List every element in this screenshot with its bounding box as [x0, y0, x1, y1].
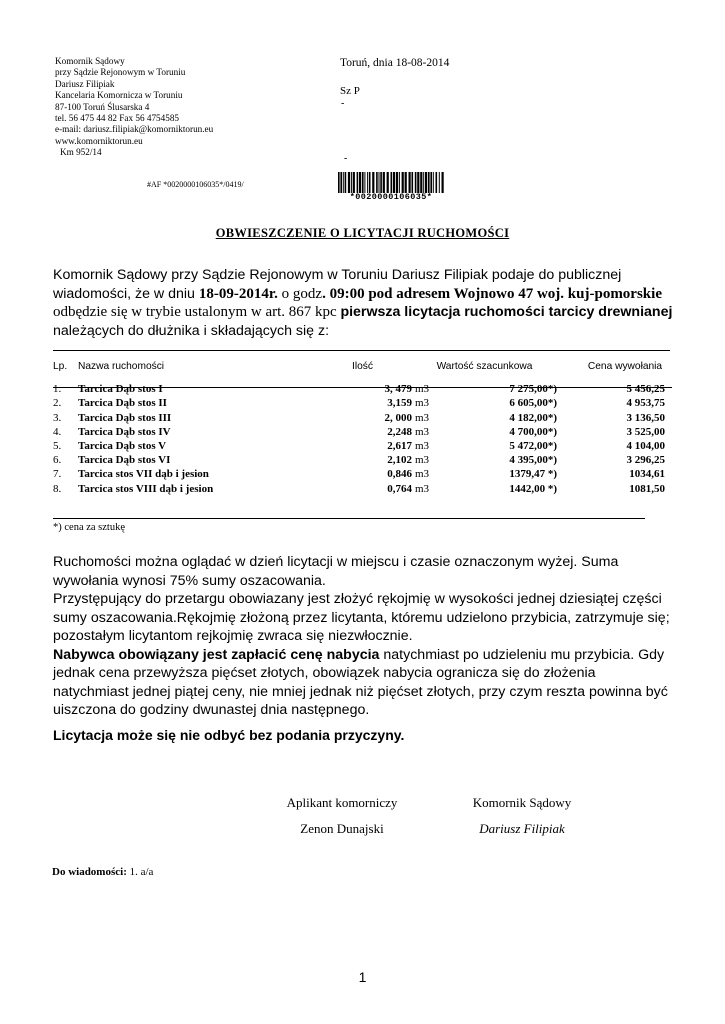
barcode-bar: [379, 172, 380, 194]
table-row: [53, 453, 693, 467]
signature-left-name: Zenon Dunajski: [300, 821, 384, 836]
barcode-bar: [423, 172, 424, 194]
barcode-bar: [439, 172, 440, 194]
signature-right-title: Komornik Sądowy: [472, 795, 572, 810]
header-lp: Lp.: [53, 361, 68, 372]
barcode-bar: [412, 172, 414, 194]
row-lp: 8.: [53, 482, 62, 495]
row-lp: 1.: [53, 383, 62, 396]
barcode-bar: [417, 172, 419, 194]
sender-line: Komornik Sądowy: [55, 56, 125, 66]
table-row: [53, 411, 693, 425]
row-unit: m3: [415, 468, 430, 481]
row-price: 3 525,00: [626, 425, 665, 438]
row-name: Tarcica Dąb stos II: [78, 397, 167, 410]
row-unit: m3: [415, 482, 430, 495]
row-value: 4 395,00*): [509, 454, 557, 467]
row-lp: 5.: [53, 440, 62, 453]
barcode-bar: [338, 172, 340, 194]
recipient-placeholder: -: [341, 98, 345, 109]
row-name: Tarcica Dąb stos III: [78, 411, 172, 424]
row-qty: 2,248: [387, 425, 412, 438]
signature-right-name: Dariusz Filipiak: [479, 821, 565, 836]
table-row: [53, 467, 693, 481]
header-value: Wartość szacunkowa: [436, 361, 533, 372]
row-value: 7 275,00*): [509, 383, 557, 396]
barcode-bar: [348, 172, 350, 194]
row-name: Tarcica Dąb stos I: [78, 383, 163, 396]
terms-paragraph: Przystępujący do przetargu obowiazany jest złożyć rękojmię w wysokości jednej dziesiątej części sumy oszacowania.Rękojmię złożoną przez licytanta, któremu udzielono przybicia, zatrzymuje się; pozostałym licytantom rejkojmię zwraca się niezwłocznie.: [53, 591, 670, 644]
row-qty: 3,159: [387, 397, 412, 410]
barcode-bar: [353, 172, 355, 194]
barcode-bar: [387, 172, 389, 194]
terms-paragraph: Ruchomości można oglądać w dzień licytacji w miejscu i czasie oznaczonym wyżej. Suma wywołania wynosi 75% sumy oszacowania.: [53, 554, 619, 589]
recipient-salutation: Sz P: [340, 85, 360, 97]
barcode-bar: [405, 172, 407, 194]
table-header-row: [53, 360, 693, 374]
barcode-bar: [376, 172, 378, 194]
row-unit: m3: [415, 425, 430, 438]
row-value: 6 605,00*): [509, 397, 557, 410]
row-qty: 0,764: [387, 482, 412, 495]
barcode-bar: [425, 172, 427, 194]
header-name: Nazwa ruchomości: [78, 361, 165, 372]
barcode-bar: [396, 172, 398, 194]
header-price: Cena wywołania: [587, 361, 663, 372]
terms-paragraph: [53, 646, 675, 720]
table-row: [53, 396, 693, 410]
row-value: 4 700,00*): [509, 425, 557, 438]
row-unit: m3: [415, 411, 430, 424]
signature-left-title: Aplikant komorniczy: [286, 795, 398, 810]
distribution-list: [52, 866, 153, 878]
row-price: 3 136,50: [626, 411, 665, 424]
row-qty: 2, 000: [384, 411, 412, 424]
barcode-bar: [345, 172, 347, 194]
auction-date: 18-09-2014r.: [198, 285, 278, 302]
row-name: Tarcica Dąb stos V: [78, 440, 167, 453]
barcode-bar: [391, 172, 393, 194]
row-price: 4 104,00: [626, 440, 665, 453]
barcode-bar: [393, 172, 395, 194]
intro-text: należących do dłużnika i składających się z:: [53, 322, 330, 339]
table-row: [53, 482, 693, 496]
terms-text: natychmiast po udzieleniu mu przybicia. Gdy jednak cena przewyższa pięćset złotych, obowiązek nabycia ogranicza się do złożenia natychmiast jednej piątej ceny, nie mniej jednak niż pięćset złotych, przy czym reszta powinna być uiszczona do godziny dwunastej dnia następnego.: [53, 646, 668, 718]
row-qty: 0,846: [387, 468, 412, 481]
row-unit: m3: [415, 440, 430, 453]
table-row: [53, 382, 693, 396]
auction-type: pierwsza licytacja ruchomości tarcicy drewnianej: [340, 304, 673, 320]
intro-text: odbędzie się w trybie ustalonym w art. 867 kpc: [53, 304, 341, 320]
row-value: 4 182,00*): [509, 411, 557, 424]
barcode-bar: [436, 172, 438, 194]
row-lp: 2.: [53, 397, 62, 410]
row-value: 1442,00 *): [509, 482, 557, 495]
barcode-bar: [402, 172, 404, 194]
page-number: 1: [358, 969, 367, 985]
divider: [53, 350, 670, 351]
sender-line: Dariusz Filipiak: [55, 78, 115, 89]
row-unit: m3: [415, 397, 430, 410]
distribution-label: Do wiadomości:: [52, 866, 127, 878]
barcode-bar: [362, 172, 364, 194]
table-row: [53, 439, 693, 453]
row-qty: 2,102: [387, 454, 412, 467]
barcode-bar: [420, 172, 422, 194]
row-qty: 3, 479: [384, 383, 412, 396]
barcode-bar: [351, 172, 352, 194]
barcode-bar: [357, 172, 359, 194]
sender-line: 87-100 Toruń Ślusarska 4: [55, 101, 150, 112]
intro-paragraph: [53, 266, 673, 340]
barcode-bar: [383, 172, 385, 194]
row-name: Tarcica stos VII dąb i jesion: [78, 468, 209, 481]
items-table: [53, 360, 693, 496]
barcode-bar: [343, 172, 344, 194]
intro-text: o godz: [277, 285, 323, 302]
row-name: Tarcica stos VIII dąb i jesion: [78, 482, 214, 495]
document-title: OBWIESZCZENIE O LICYTACJI RUCHOMOŚCI: [215, 226, 510, 240]
sender-line: Kancelaria Komornicza w Toruniu: [55, 90, 183, 101]
barcode-bar: [399, 172, 400, 194]
table-row: [53, 425, 693, 439]
row-unit: m3: [415, 383, 430, 396]
distribution-value: 1. a/a: [126, 866, 154, 878]
barcode-bar: [409, 172, 411, 194]
row-lp: 6.: [53, 454, 62, 467]
row-name: Tarcica Dąb stos VI: [78, 454, 171, 467]
sender-block: [55, 56, 213, 159]
final-notice: Licytacja może się nie odbyć bez podania przyczyny.: [53, 727, 405, 743]
row-unit: m3: [415, 454, 430, 467]
terms-section: [53, 553, 675, 720]
row-value: 1379,47 *): [509, 468, 557, 481]
sender-line: www.komorniktorun.eu: [55, 135, 143, 146]
sender-line: e-mail: dariusz.filipiak@komorniktorun.eu: [55, 124, 214, 135]
row-price: 4 953,75: [626, 397, 665, 410]
barcode-bar: [340, 172, 342, 194]
header-qty: Ilość: [352, 361, 373, 372]
barcode-bar: [359, 172, 361, 194]
case-number: Km 952/14: [60, 147, 102, 158]
row-qty: 2,617: [387, 440, 412, 453]
row-lp: 3.: [53, 411, 62, 424]
barcode-bar: [372, 172, 374, 194]
barcode-bar: [430, 172, 432, 194]
barcode-bar: [415, 172, 417, 194]
footnote: *) cena za sztukę: [53, 522, 125, 533]
barcode-bar: [428, 172, 430, 194]
divider: [53, 518, 645, 519]
place-date: Toruń, dnia 18-08-2014: [340, 57, 450, 69]
barcode-bar: [380, 172, 382, 194]
intro-text: Komornik Sądowy przy Sądzie Rejonowym w Toruniu Dariusz Filipiak podaje do publicznej wiadomości, że w dniu: [53, 267, 622, 302]
row-price: 3 296,25: [626, 454, 665, 467]
row-name: Tarcica Dąb stos IV: [78, 425, 171, 438]
auction-time-place: . 09:00 pod adresem Wojnowo 47 woj. kuj-pomorskie: [322, 285, 662, 302]
barcode-text: *0020000106035*: [338, 193, 444, 202]
barcode-bar: [369, 172, 371, 194]
barcode-bar: [364, 172, 365, 194]
row-lp: 4.: [53, 425, 62, 438]
barcode-bar: [442, 172, 444, 194]
row-price: 1034,61: [629, 468, 665, 481]
document-code: #AF *0020000106035*/0419/: [147, 180, 244, 189]
address-placeholder: -: [344, 153, 348, 164]
row-value: 5 472,00*): [509, 440, 557, 453]
row-lp: 7.: [53, 468, 62, 481]
buyer-obligation: Nabywca obowiązany jest zapłacić cenę nabycia: [53, 646, 380, 663]
barcode-bar: [367, 172, 368, 194]
sender-line: przy Sądzie Rejonowym w Toruniu: [55, 67, 186, 78]
barcode-bar: [433, 172, 434, 194]
sender-line: tel. 56 475 44 82 Fax 56 4754585: [55, 113, 180, 124]
row-price: 1081,50: [629, 482, 665, 495]
row-price: 5 456,25: [626, 383, 665, 396]
